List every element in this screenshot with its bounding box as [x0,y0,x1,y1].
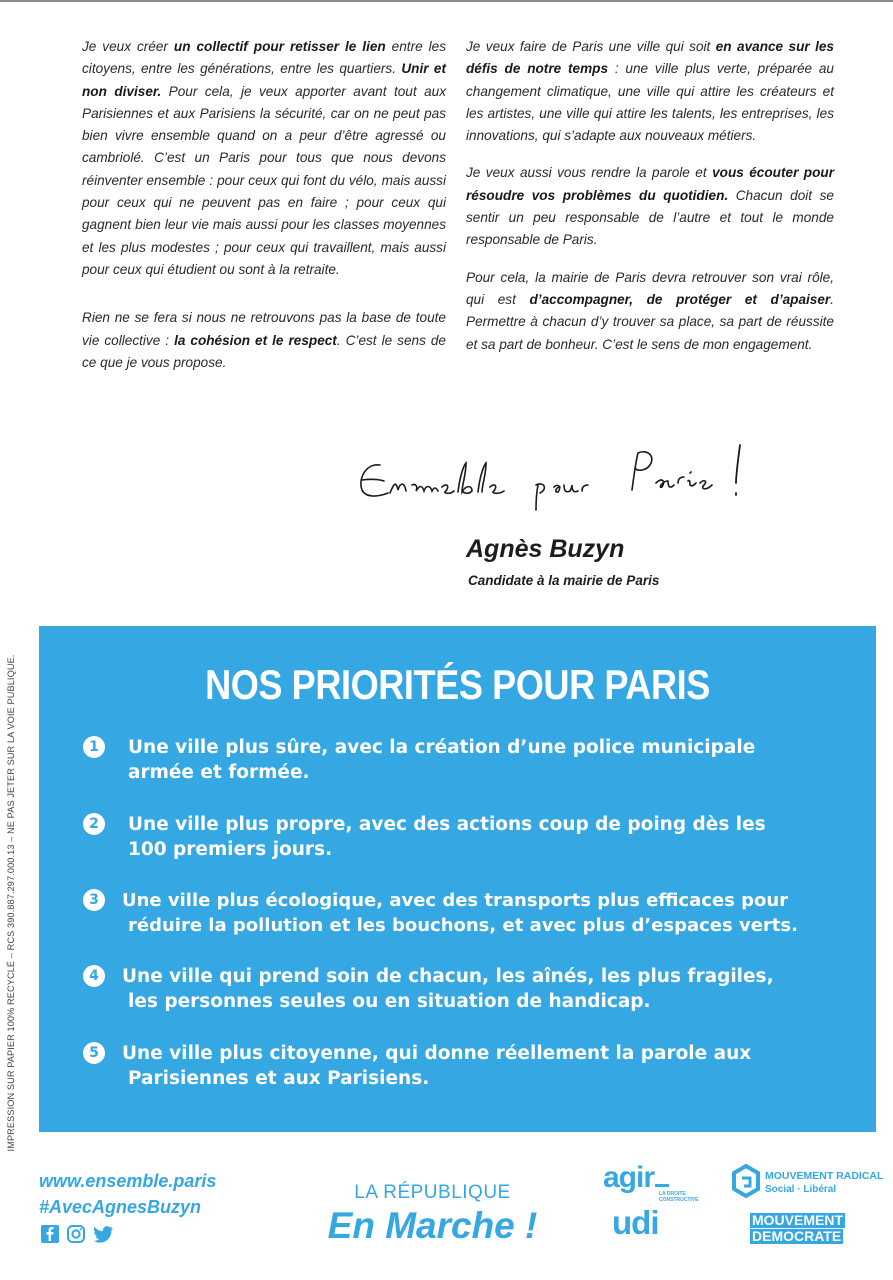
twitter-icon[interactable] [92,1224,112,1244]
number-badge: 3 [83,889,105,911]
letter-paragraph: Je veux aussi vous rendre la parole et vous écouter pour résoudre vos problèmes du quotidien. Chacun doit se sentir un peu responsable de l’autre et tout le monde responsable de Paris. [466,165,834,248]
lrem-logo: LA RÉPUBLIQUE En Marche ! [327,1182,538,1246]
number-badge: 2 [83,813,105,835]
priority-item: 5 Une ville plus citoyenne, qui donne réellement la parole aux Parisiennes et aux Parisiens. [83,1041,751,1091]
priorities-panel [39,626,876,1132]
signer-name: Agnès Buzyn [466,535,625,563]
emphasis: la cohésion et le respect [174,332,337,348]
handwritten-signature [350,435,770,515]
emphasis: en avance sur les défis de notre temps [466,39,834,77]
hashtag-link[interactable]: #AvecAgnesBuzyn [39,1197,202,1217]
modem-logo: MOUVEMENT DEMOCRATE [752,1212,843,1244]
website-link[interactable]: www.ensemble.paris [39,1171,217,1191]
priority-item: 4 Une ville qui prend soin de chacun, les aînés, les plus fragiles, les personnes seules ou en situation de handicap. [83,964,774,1014]
number-badge: 4 [83,965,105,987]
emphasis: Unir et non diviser. [82,61,446,99]
priority-item: 1 Une ville plus sûre, avec la création d’une police municipale armée et formée. [83,735,755,785]
hexagon-icon [731,1164,761,1198]
social-icons [40,1224,112,1244]
number-badge: 5 [83,1042,105,1064]
priority-item: 2 Une ville plus propre, avec des actions coup de poing dès les 100 premiers jours. [83,812,766,862]
letter-left-column [82,36,446,389]
footer-links [39,1168,216,1220]
priority-item: 3 Une ville plus écologique, avec des transports plus efficaces pour réduire la pollution et les bouchons, et avec plus d’espaces verts. [83,888,798,938]
agir-logo: agir LA DROITE CONSTRUCTIVE [603,1161,699,1203]
legal-notice: IMPRESSION SUR PAPIER 100% RECYCLÉ – RCS 390.887.297.000.13 – NE PAS JETER SUR LA VOIE PUBLIQUE. [6,654,16,1152]
emphasis: vous écouter pour résoudre vos problèmes du quotidien. [466,165,834,203]
mouvement-radical-logo: MOUVEMENT RADICAL Social · Libéral [731,1164,891,1204]
emphasis: un collectif pour retisser le lien [173,39,386,54]
letter-paragraph: Je veux faire de Paris une ville qui soit en avance sur les défis de notre temps : une ville plus verte, préparée au changement climatique, une ville qui attire les créateurs et les artistes, une ville qui attire les talents, les entreprises, les innovations, qui s’adapte aux nouveaux métiers. [466,39,834,144]
top-rule [0,0,893,2]
signer-role: Candidate à la mairie de Paris [468,573,660,588]
letter-paragraph: Rien ne se fera si nous ne retrouvons pas la base de toute vie collective : la cohésion et le respect. C’est le sens de ce que je vous propose. [82,310,446,370]
letter-right-column [466,36,834,371]
priorities-title: NOS PRIORITÉS POUR PARIS [205,661,710,708]
udi-logo: udi [612,1204,659,1241]
instagram-icon[interactable] [66,1224,86,1244]
emphasis: d’accompagner, de protéger et d’apaiser [529,291,831,307]
facebook-icon[interactable] [40,1224,60,1244]
letter-paragraph: Pour cela, la mairie de Paris devra retrouver son vrai rôle, qui est d’accompagner, de protéger et d’apaiser. Permettre à chacun d’y trouver sa place, sa part de réussite et sa part de bonheur. C’est le sens de mon engagement. [466,269,835,352]
number-badge: 1 [83,736,105,758]
letter-paragraph: Je veux créer un collectif pour retisser le lien entre les citoyens, entre les générations, entre les quartiers. Unir et non diviser. Pour cela, je veux apporter avant tout aux Parisiennes et aux Parisiens la sécurité, car on ne peut pas bien vivre ensemble quand on a peur d’être agressé ou cambriolé. C’est un Paris pour tous que nous devons réinventer ensemble : pour ceux qui font du vélo, mais aussi pour ceux qui ne peuvent pas en faire ; pour ceux qui gagnent bien leur vie mais aussi pour les classes moyennes et les plus modestes ; pour ceux qui travaillent, mais aussi pour ceux qui étudient ou sont à la retraite. [82,39,446,277]
